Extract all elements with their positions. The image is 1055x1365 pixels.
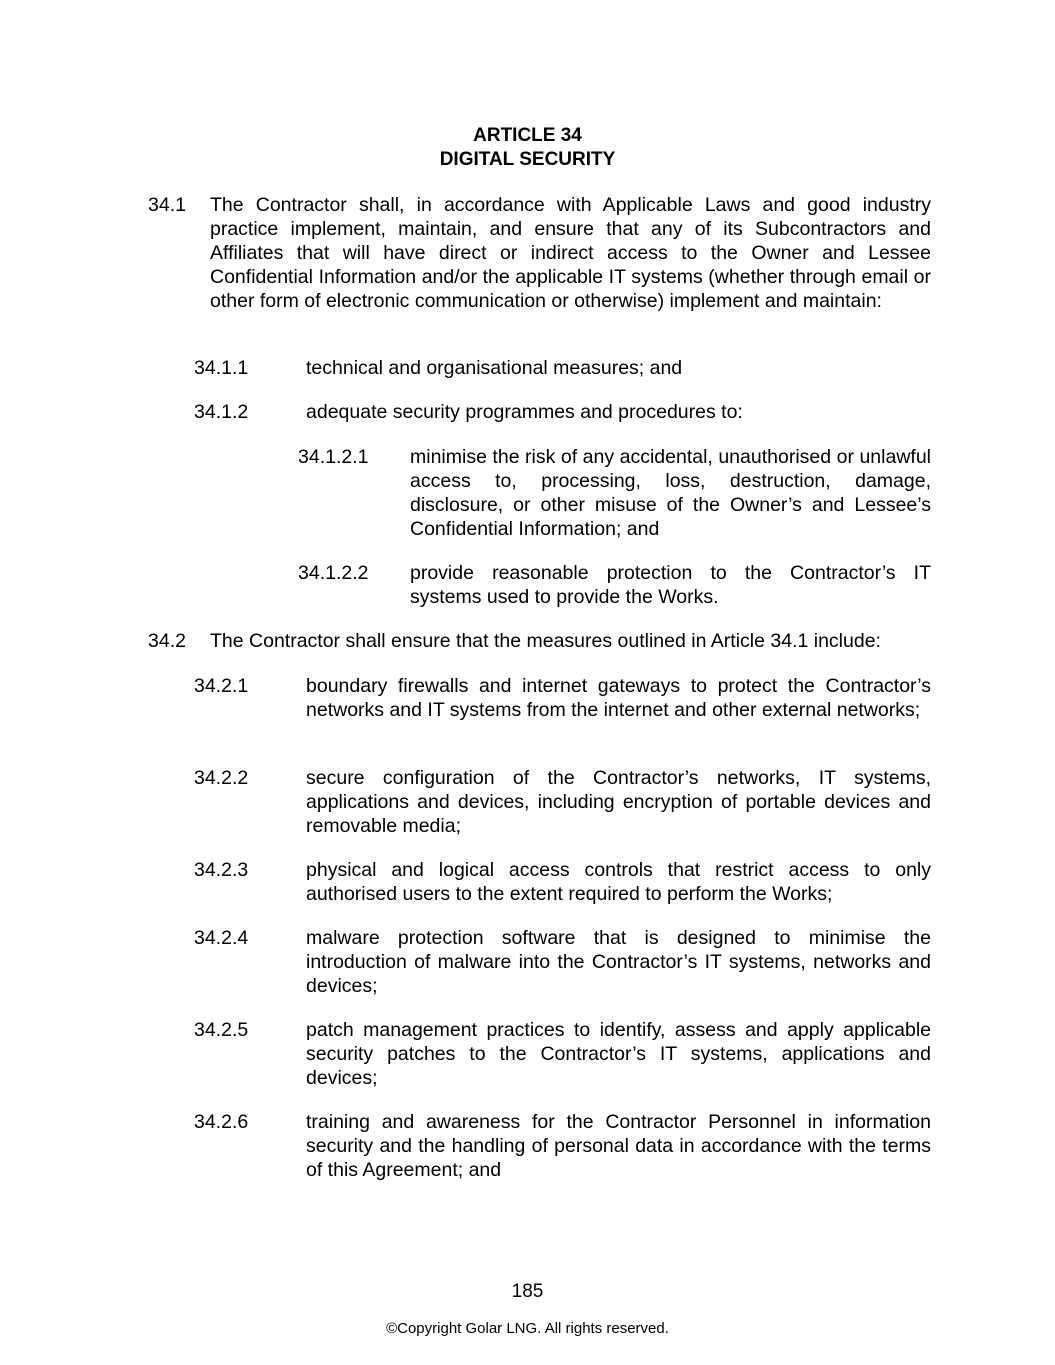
- clause-text: training and awareness for the Contractor Personnel in information security and the handling of personal data in accordance with the terms of this Agreement; and: [306, 1111, 931, 1181]
- clause-text: minimise the risk of any accidental, unauthorised or unlawful access to, processing, loss, destruction, damage, disclosure, or other misuse of the Owner’s and Lessee’s Confidential Information; and: [410, 446, 931, 540]
- page-number: 185: [511, 1281, 544, 1302]
- clause-text: The Contractor shall, in accordance with Applicable Laws and good industry practice implement, maintain, and ensure that any of its Subcontractors and Affiliates that will have direct or indirect access to the Owner and Lessee Confidential Information and/or the applicable IT systems (whether through email or other form of electronic communication or otherwise) implement and maintain:: [210, 194, 931, 312]
- clause-number: 34.2.5: [194, 1019, 249, 1041]
- clause-text: secure configuration of the Contractor’s networks, IT systems, applications and devices, including encryption of portable devices and removable media;: [306, 767, 931, 837]
- article-title-heading: DIGITAL SECURITY: [439, 149, 616, 170]
- clause-number: 34.1.1: [194, 357, 249, 379]
- article-number-heading: ARTICLE 34: [473, 125, 582, 146]
- clause-number: 34.2.4: [194, 927, 249, 949]
- clause-number: 34.1: [148, 194, 186, 216]
- clause-number: 34.1.2.2: [298, 562, 369, 584]
- clause-text: adequate security programmes and procedures to:: [306, 401, 743, 423]
- clause-number: 34.2.3: [194, 859, 249, 881]
- clause-text: provide reasonable protection to the Contractor’s IT systems used to provide the Works.: [410, 562, 931, 608]
- clause-number: 34.2.6: [194, 1111, 249, 1133]
- clause-text: technical and organisational measures; and: [306, 357, 683, 379]
- clause-text: malware protection software that is designed to minimise the introduction of malware into the Contractor’s IT systems, networks and devices;: [306, 927, 931, 997]
- copyright-notice: ©Copyright Golar LNG. All rights reserved.: [386, 1320, 669, 1337]
- clause-text: physical and logical access controls that restrict access to only authorised users to the extent required to perform the Works;: [306, 859, 931, 905]
- clause-text: boundary firewalls and internet gateways to protect the Contractor’s networks and IT systems from the internet and other external networks;: [306, 675, 931, 721]
- clause-number: 34.2.1: [194, 675, 249, 697]
- clause-text: patch management practices to identify, assess and apply applicable security patches to the Contractor’s IT systems, applications and devices;: [306, 1019, 931, 1089]
- clause-number: 34.1.2.1: [298, 446, 369, 468]
- clause-number: 34.1.2: [194, 401, 249, 423]
- clause-number: 34.2.2: [194, 767, 249, 789]
- clause-number: 34.2: [148, 630, 186, 652]
- clause-text: The Contractor shall ensure that the measures outlined in Article 34.1 include:: [210, 630, 881, 652]
